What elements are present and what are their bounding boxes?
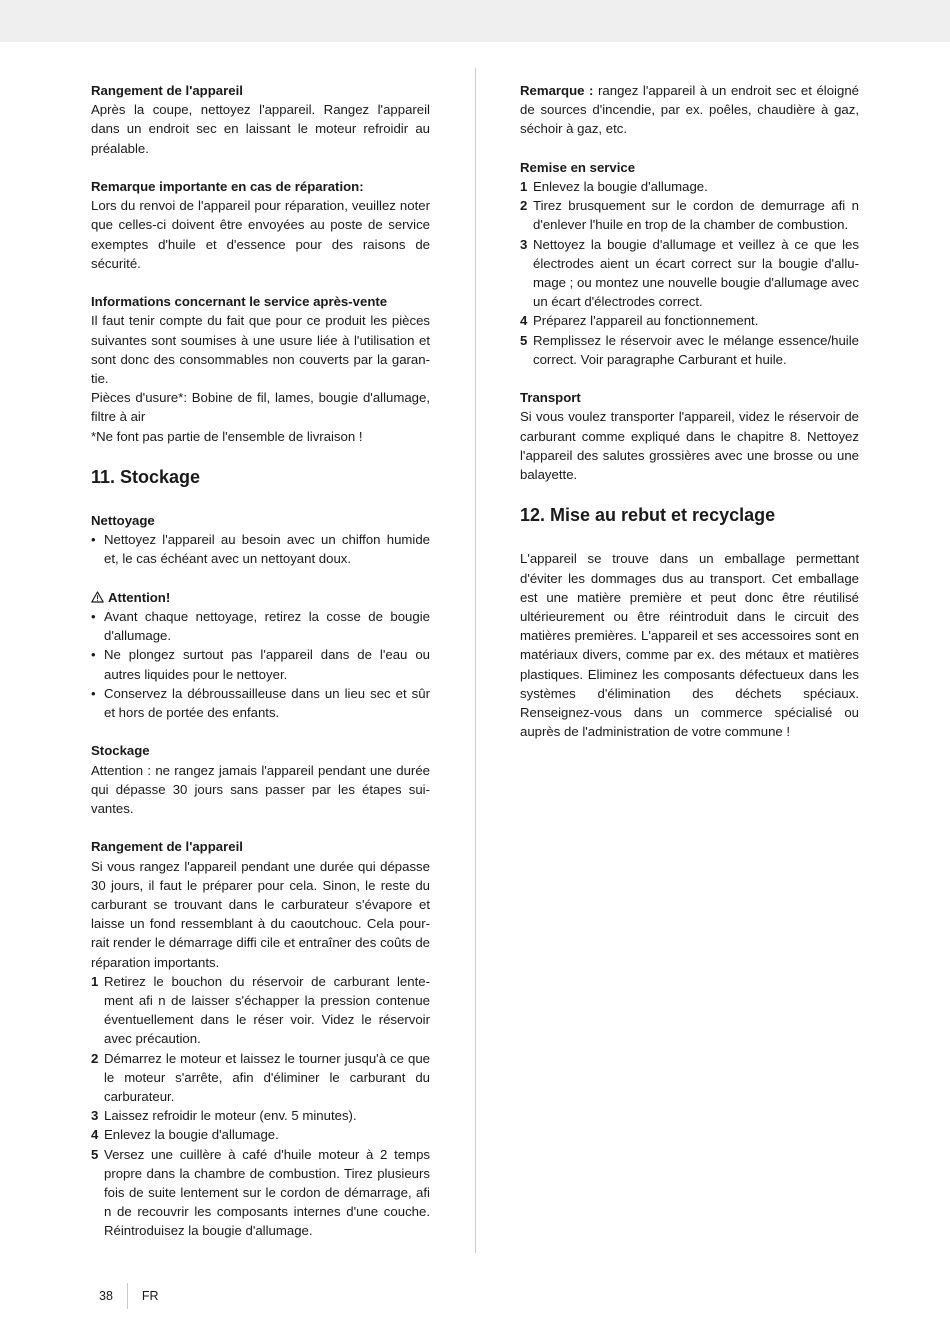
language-code: FR xyxy=(141,1289,159,1303)
restart-steps-list xyxy=(520,177,859,369)
storage-title-2: Rangement de l'appareil xyxy=(91,839,243,855)
storage-steps-list xyxy=(91,972,430,1241)
left-column xyxy=(91,81,430,1260)
list-item: 4 Préparez l'appareil au fonctionnement. xyxy=(520,313,759,329)
transport-section xyxy=(520,388,859,484)
list-item: 5 Versez une cuillère à café d'huile moteur à 2 temps propre dans la chambre de combustion. Tirez plusieurs fois de suite lentement sur le cordon de démarrage, afi n de recouvrir les composants internes d'une couche. Réintroduisez la bougie d'allumage. xyxy=(91,1146,430,1239)
attention-heading xyxy=(91,588,430,607)
delivery-note-text: *Ne font pas partie de l'ensemble de livraison ! xyxy=(91,428,363,444)
remark-section xyxy=(520,81,859,139)
section-11-heading: 11. Stockage xyxy=(91,467,201,488)
attention-list xyxy=(91,607,430,722)
storage-title-1: Rangement de l'appareil xyxy=(91,83,243,98)
transport-title: Transport xyxy=(520,390,581,406)
list-item: 2 Démarrez le moteur et laissez le tourner jusqu'à ce que le moteur s'arrête, afin d'éliminer le carburant du carburateur. xyxy=(91,1050,430,1105)
list-item: 3 Laissez refroidir le moteur (env. 5 minutes). xyxy=(91,1108,357,1124)
repair-note-section xyxy=(91,177,430,273)
list-item: • Avant chaque nettoyage, retirez la cosse de bougie d'allumage. xyxy=(91,607,430,645)
list-item: 3 Nettoyez la bougie d'allumage et veillez à ce que les électrodes aient un écart correct sur la bougie d'allu-mage ; ou montez une nouvelle bougie d'allumage avec un écart d'électrodes correct. xyxy=(520,236,859,310)
list-item: 4 Enlevez la bougie d'allumage. xyxy=(91,1127,279,1143)
top-band xyxy=(0,0,950,42)
cleaning-title: Nettoyage xyxy=(91,513,155,529)
cleaning-list xyxy=(91,530,430,568)
warning-triangle-icon xyxy=(91,590,104,605)
list-item: 5 Remplissez le réservoir avec le mélange essence/huile correct. Voir paragraphe Carburant et huile. xyxy=(520,332,859,367)
recycling-text: L'appareil se trouve dans un emballage permettant d'éviter les dommages dus au transport. Cet emballage est une matière première et peut donc être réutilisé ultérieurement ou être réintroduit dans le circuit des matières premières. L'appareil et ses accessoires sont en matériaux divers, comme par ex. des métaux et matières plastiques. Eliminez les composants défectueux dans les systèmes d'élimination des déchets spéciaux. Renseignez-vous dans un commerce spécialisé ou auprès de l'administration de votre commune ! xyxy=(520,551,859,740)
attention-title: Attention! xyxy=(108,589,171,605)
storage-section-2 xyxy=(91,837,430,1240)
storage-text-1: Après la coupe, nettoyez l'appareil. Rangez l'appareil dans un endroit sec en laissant le moteur refroidir au préalable. xyxy=(91,102,430,156)
remark-label: Remarque : xyxy=(520,83,594,98)
page-number: 38 xyxy=(99,1289,113,1303)
transport-text: Si vous voulez transporter l'appareil, videz le réservoir de carburant comme expliqué dans le chapitre 8. Nettoyez l'appareil des salutes grossières avec une brosse ou une balayette. xyxy=(520,409,859,483)
stockage-section xyxy=(91,741,430,818)
restart-title: Remise en service xyxy=(520,159,636,175)
storage-text-2: Si vous rangez l'appareil pendant une durée qui dépasse 30 jours, il faut le préparer pour cela. Sinon, le reste du carburant se trouvant dans le carburateur s'évapore et laisse un fond ressemblant à du caoutchouc. Cela pour-rait render le démarrage diffi cile et entraîner des coûts de réparation importants. xyxy=(91,858,430,970)
footer-divider xyxy=(127,1283,128,1309)
stockage-title: Stockage xyxy=(91,743,150,759)
list-item: 1 Enlevez la bougie d'allumage. xyxy=(520,179,708,194)
service-info-title: Informations concernant le service après-vente xyxy=(91,294,388,310)
repair-note-title: Remarque importante en cas de réparation: xyxy=(91,179,364,194)
list-item: • Nettoyez l'appareil au besoin avec un chiffon humide et, le cas échéant avec un nettoyant doux. xyxy=(91,530,430,568)
section-12-heading: 12. Mise au rebut et recyclage xyxy=(520,505,776,526)
recycling-section xyxy=(520,549,859,741)
list-item: 2 Tirez brusquement sur le cordon de demurrage afi n d'enlever l'huile en trop de la chamber de combustion. xyxy=(520,198,859,233)
column-divider xyxy=(475,68,476,1253)
page-footer xyxy=(99,1283,159,1309)
service-info-section xyxy=(91,292,430,446)
restart-section xyxy=(520,158,859,369)
list-item: • Ne plongez surtout pas l'appareil dans de l'eau ou autres liquides pour le nettoyer. xyxy=(91,645,430,683)
remark-body: rangez l'appareil à un endroit sec et éloigné de sources d'incendie, par ex. poêles, chaudière à gaz, séchoir à gaz, etc. xyxy=(520,83,859,137)
cleaning-section xyxy=(91,511,430,569)
wear-parts-text: Pièces d'usure*: Bobine de fil, lames, bougie d'allumage, filtre à air xyxy=(91,390,430,425)
remark-text xyxy=(520,81,859,139)
stockage-text: Attention : ne rangez jamais l'appareil pendant une durée qui dépasse 30 jours sans passer par les étapes sui-vantes. xyxy=(91,762,430,817)
service-info-text: Il faut tenir compte du fait que pour ce produit les pièces suivantes sont soumises à une usure liée à l'utilisation et sont donc des consommables non couverts par la garan-tie. xyxy=(91,313,430,387)
attention-section xyxy=(91,588,430,722)
list-item: 1 Retirez le bouchon du réservoir de carburant lente-ment afi n de laisser s'échapper la pression contenue éventuellement dans le réser voir. Videz le réservoir avec précaution. xyxy=(91,973,430,1047)
right-column xyxy=(520,81,859,761)
storage-section-1 xyxy=(91,81,430,158)
repair-note-text: Lors du renvoi de l'appareil pour réparation, veuillez noter que celles-ci doivent être envoyées au poste de service exemptes d'huile et d'essence pour des raisons de sécurité. xyxy=(91,198,430,271)
list-item: • Conservez la débroussailleuse dans un lieu sec et sûr et hors de portée des enfants. xyxy=(91,684,430,722)
